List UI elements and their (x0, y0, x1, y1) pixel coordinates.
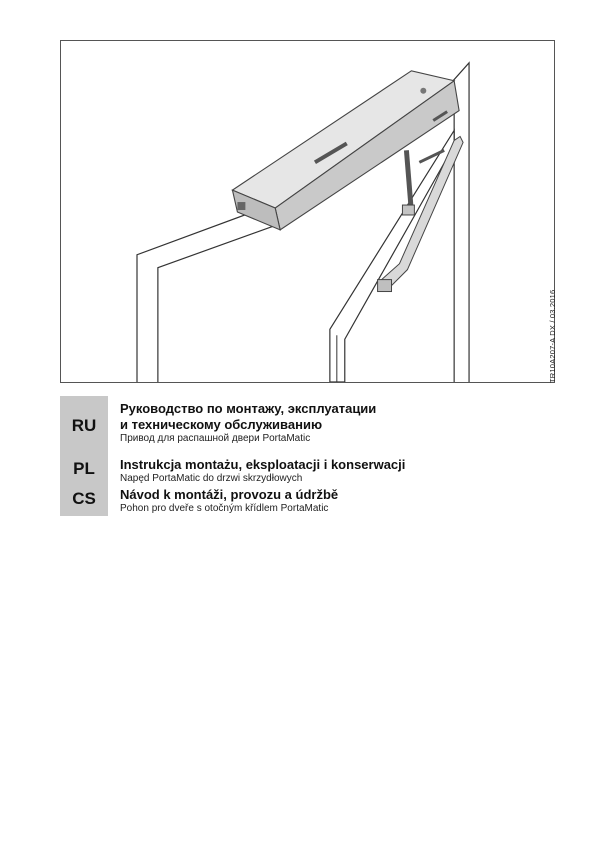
language-text-block (120, 482, 338, 518)
language-code-badge: RU (60, 396, 108, 456)
door-operator-illustration (60, 40, 555, 383)
language-code-badge: PL (60, 452, 108, 486)
language-text-block (120, 452, 405, 486)
manual-subtitle: Napęd PortaMatic do drzwi skrzydłowych (120, 473, 303, 484)
manual-title-line1: Руководство по монтажу, эксплуатации (120, 401, 377, 416)
language-section-cs (60, 482, 338, 518)
language-text-block (120, 396, 376, 456)
language-section-pl (60, 452, 405, 486)
manual-title: Návod k montáži, provozu a údržbě (120, 487, 339, 502)
manual-title-line2: и техническому обслуживанию (120, 417, 323, 432)
language-section-ru (60, 396, 376, 456)
manual-subtitle: Привод для распашной двери PortaMatic (120, 433, 311, 444)
language-code-badge: CS (60, 482, 108, 516)
manual-subtitle: Pohon pro dveře s otočným křídlem PortaMatic (120, 503, 329, 514)
door-drive-drawing (61, 41, 554, 382)
document-code: TR10A207-A DX / 03.2016 (548, 289, 557, 383)
manual-title: Instrukcja montażu, eksploatacji i konserwacji (120, 457, 406, 472)
